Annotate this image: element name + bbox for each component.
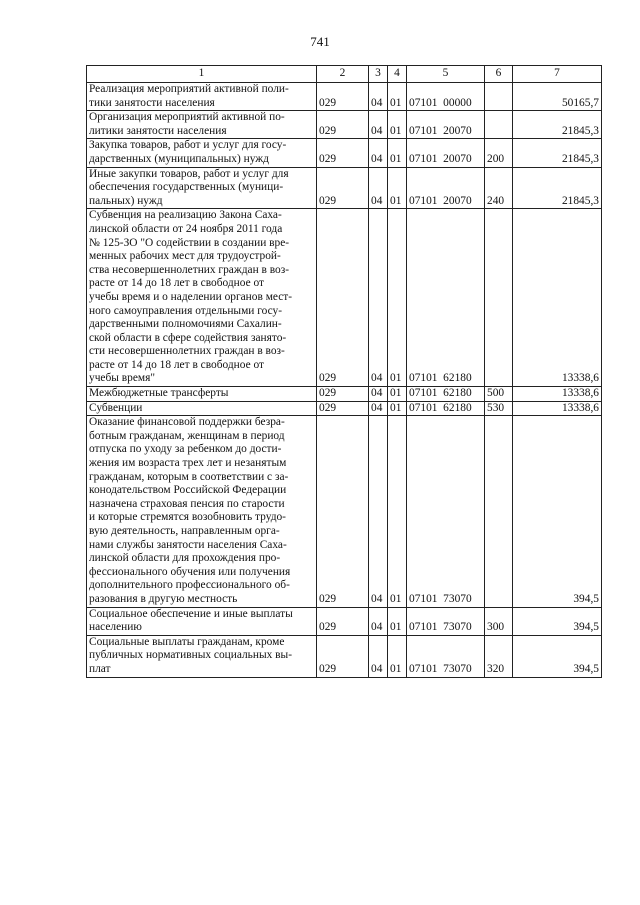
row-target-article-code: 07101 20070	[407, 139, 485, 167]
row-section-code: 04	[369, 167, 388, 209]
row-grbs-code: 029	[317, 416, 369, 607]
row-name: Субвенции	[87, 401, 317, 416]
table-row	[87, 209, 602, 387]
header-col-3: 3	[369, 66, 388, 83]
header-col-7: 7	[513, 66, 602, 83]
row-target-article-code: 07101 62180	[407, 209, 485, 387]
row-grbs-code: 029	[317, 209, 369, 387]
budget-table	[86, 65, 602, 678]
table-row	[87, 167, 602, 209]
row-section-code: 04	[369, 83, 388, 111]
row-amount: 13338,6	[513, 387, 602, 402]
row-subsection-code: 01	[388, 209, 407, 387]
row-amount: 394,5	[513, 635, 602, 677]
row-section-code: 04	[369, 401, 388, 416]
row-grbs-code: 029	[317, 83, 369, 111]
row-amount: 50165,7	[513, 83, 602, 111]
row-expense-type-code	[485, 416, 513, 607]
row-grbs-code: 029	[317, 167, 369, 209]
row-section-code: 04	[369, 209, 388, 387]
row-name: Межбюджетные трансферты	[87, 387, 317, 402]
row-amount: 394,5	[513, 607, 602, 635]
row-amount: 21845,3	[513, 139, 602, 167]
row-expense-type-code: 320	[485, 635, 513, 677]
header-col-6: 6	[485, 66, 513, 83]
table-row	[87, 111, 602, 139]
row-expense-type-code	[485, 83, 513, 111]
table-row	[87, 387, 602, 402]
table-row	[87, 416, 602, 607]
row-section-code: 04	[369, 111, 388, 139]
row-amount: 394,5	[513, 416, 602, 607]
row-grbs-code: 029	[317, 607, 369, 635]
row-expense-type-code: 200	[485, 139, 513, 167]
row-name: Иные закупки товаров, работ и услуг для обеспечения государственных (муници- пальных) нужд	[87, 167, 317, 209]
row-expense-type-code: 300	[485, 607, 513, 635]
row-name: Реализация мероприятий активной поли- тики занятости населения	[87, 83, 317, 111]
row-amount: 21845,3	[513, 167, 602, 209]
table-row	[87, 635, 602, 677]
row-subsection-code: 01	[388, 387, 407, 402]
row-name: Организация мероприятий активной по- литики занятости населения	[87, 111, 317, 139]
row-subsection-code: 01	[388, 167, 407, 209]
row-name: Закупка товаров, работ и услуг для госу- дарственных (муниципальных) нужд	[87, 139, 317, 167]
row-section-code: 04	[369, 635, 388, 677]
table-header-row	[87, 66, 602, 83]
row-grbs-code: 029	[317, 401, 369, 416]
row-target-article-code: 07101 20070	[407, 167, 485, 209]
table-row	[87, 607, 602, 635]
row-name: Социальное обеспечение и иные выплаты населению	[87, 607, 317, 635]
table-row	[87, 401, 602, 416]
row-grbs-code: 029	[317, 111, 369, 139]
row-amount: 13338,6	[513, 401, 602, 416]
row-subsection-code: 01	[388, 416, 407, 607]
row-grbs-code: 029	[317, 139, 369, 167]
row-expense-type-code	[485, 111, 513, 139]
row-expense-type-code: 530	[485, 401, 513, 416]
row-name: Оказание финансовой поддержки безра- ботным гражданам, женщинам в период отпуска по уходу за ребенком до дости- жения им возраста трех лет и незанятым гражданам, которым в соответствии с за- конодательством Российской Федерации назначена страховая пенсия по старости и которые стремятся возобновить трудо- вую деятельность, направленным орга- нами службы занятости населения Саха- линской области для прохождения про- фессионального обучения или получения дополнительного профессионального об- разования в другую местность	[87, 416, 317, 607]
header-col-5: 5	[407, 66, 485, 83]
row-name: Социальные выплаты гражданам, кроме публичных нормативных социальных вы- плат	[87, 635, 317, 677]
row-subsection-code: 01	[388, 83, 407, 111]
table-row	[87, 83, 602, 111]
row-subsection-code: 01	[388, 401, 407, 416]
row-subsection-code: 01	[388, 607, 407, 635]
row-section-code: 04	[369, 387, 388, 402]
header-col-4: 4	[388, 66, 407, 83]
row-target-article-code: 07101 20070	[407, 111, 485, 139]
row-target-article-code: 07101 62180	[407, 401, 485, 416]
row-target-article-code: 07101 73070	[407, 607, 485, 635]
row-grbs-code: 029	[317, 387, 369, 402]
row-amount: 21845,3	[513, 111, 602, 139]
row-subsection-code: 01	[388, 111, 407, 139]
row-subsection-code: 01	[388, 139, 407, 167]
row-amount: 13338,6	[513, 209, 602, 387]
table-row	[87, 139, 602, 167]
header-col-2: 2	[317, 66, 369, 83]
row-expense-type-code	[485, 209, 513, 387]
row-section-code: 04	[369, 607, 388, 635]
row-expense-type-code: 240	[485, 167, 513, 209]
row-section-code: 04	[369, 416, 388, 607]
row-target-article-code: 07101 00000	[407, 83, 485, 111]
row-target-article-code: 07101 73070	[407, 635, 485, 677]
row-grbs-code: 029	[317, 635, 369, 677]
header-col-1: 1	[87, 66, 317, 83]
row-expense-type-code: 500	[485, 387, 513, 402]
row-section-code: 04	[369, 139, 388, 167]
row-subsection-code: 01	[388, 635, 407, 677]
row-target-article-code: 07101 62180	[407, 387, 485, 402]
page-number: 741	[310, 34, 330, 49]
row-name: Субвенция на реализацию Закона Саха- линской области от 24 ноября 2011 года № 125-ЗО "О содействии в создании вре- менных рабочих мест для трудоустрой- ства несовершеннолетних граждан в воз- расте от 14 до 18 лет в свободное от учебы время и о наделении органов мест- ного самоуправления отдельными госу- дарственными полномочиями Сахалин- ской области в сфере содействия занято- сти несовершеннолетних граждан в воз- расте от 14 до 18 лет в свободное от учебы время"	[87, 209, 317, 387]
row-target-article-code: 07101 73070	[407, 416, 485, 607]
